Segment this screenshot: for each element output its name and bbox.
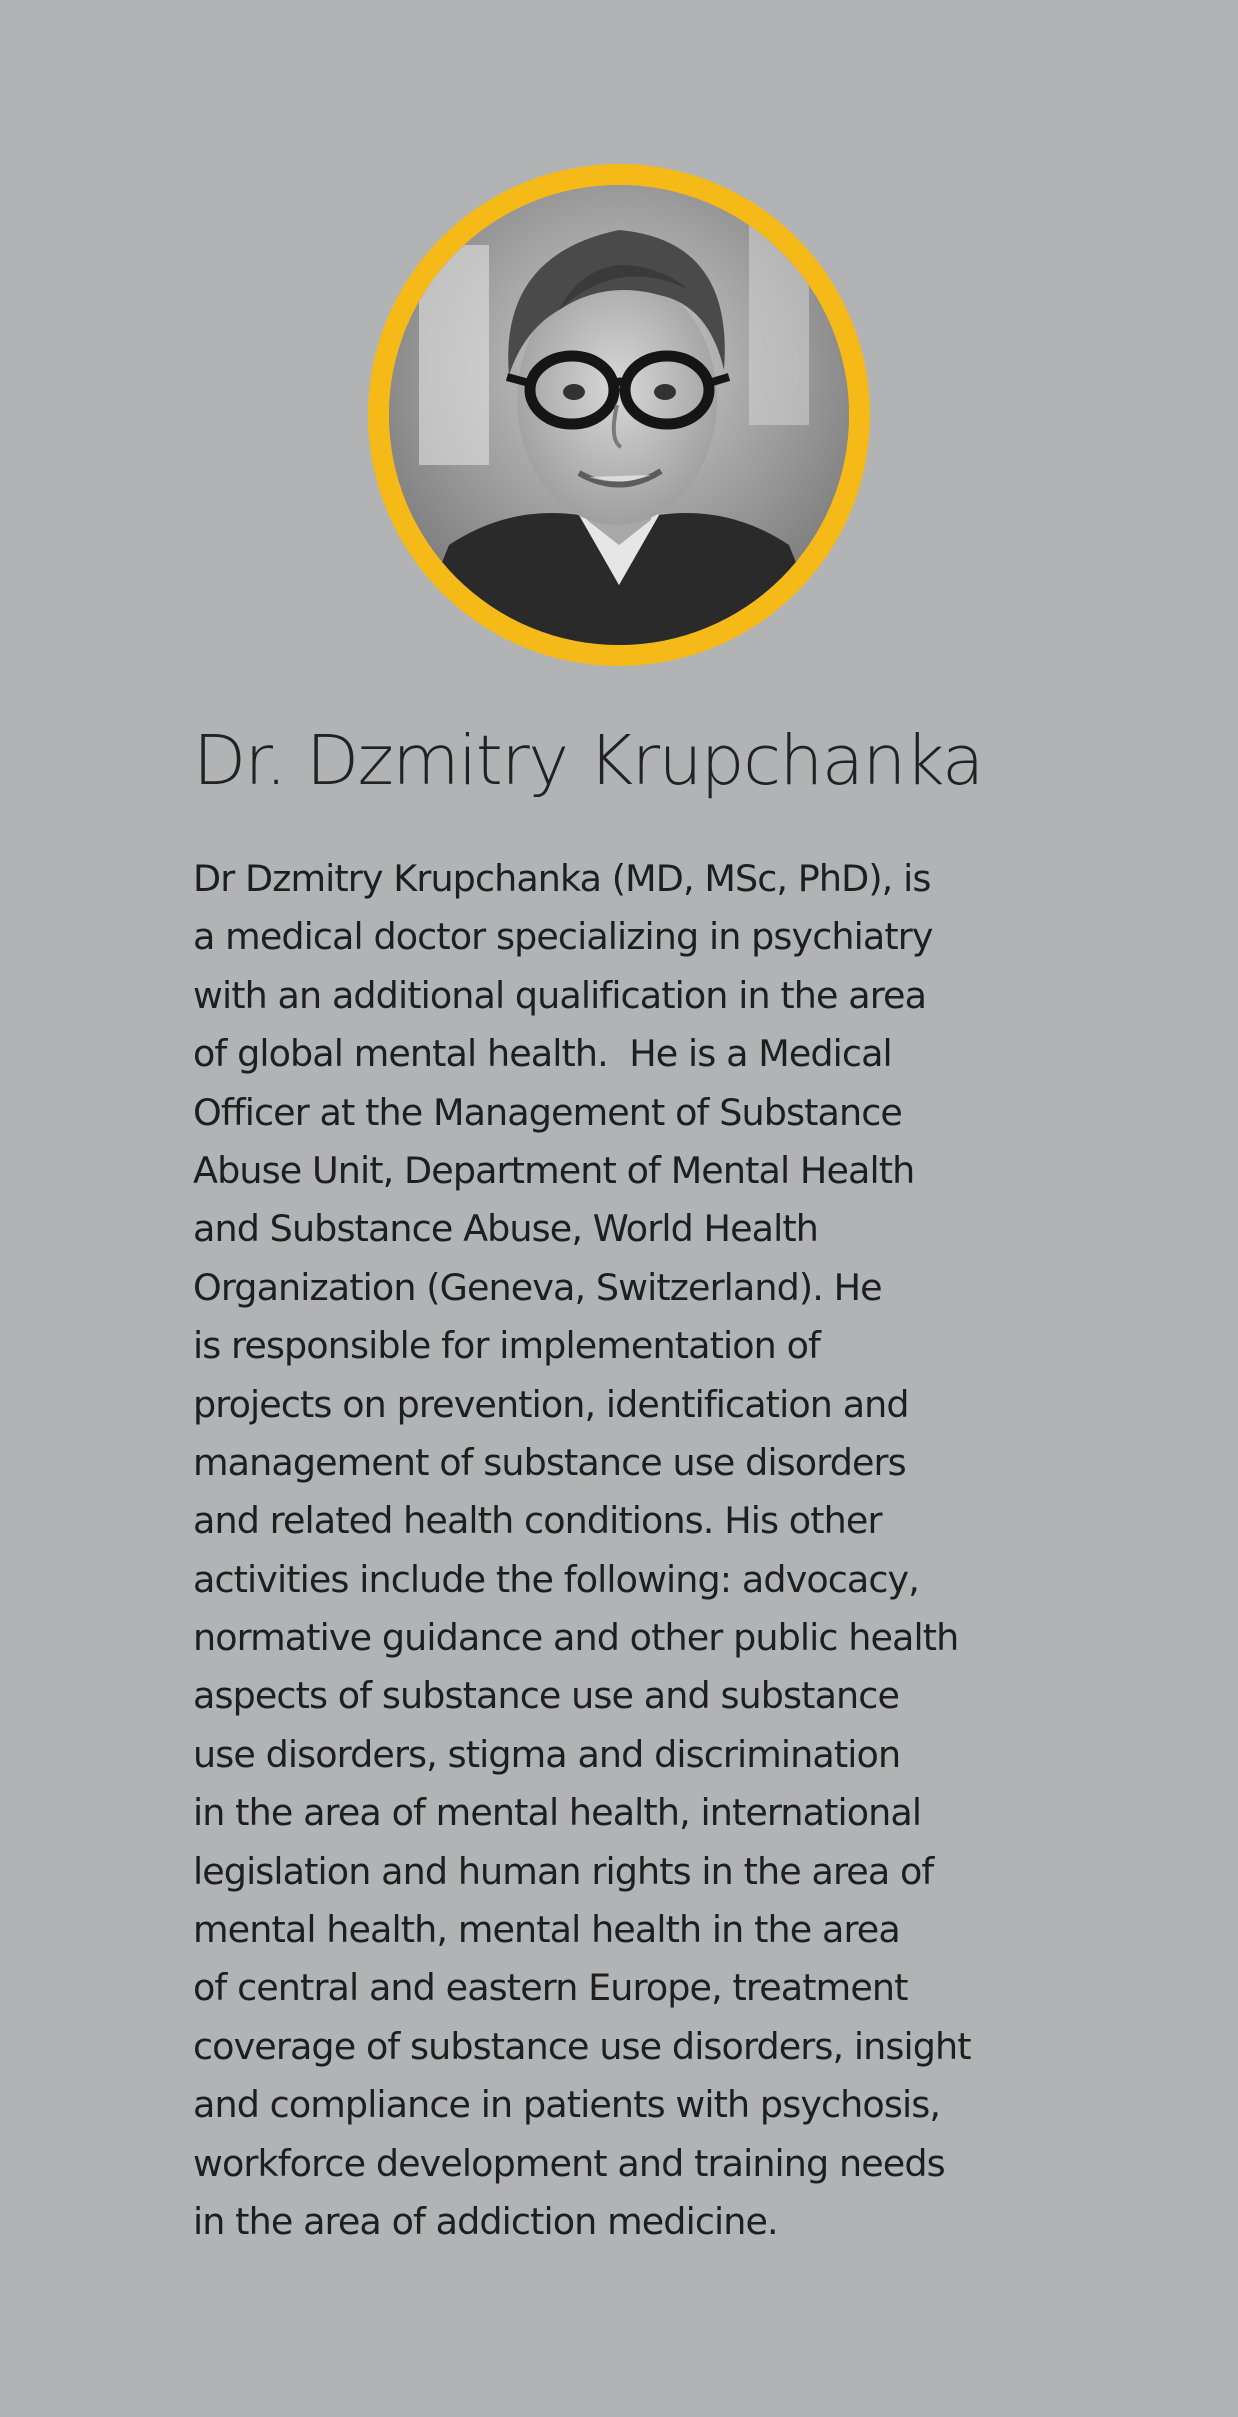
speaker-photo — [389, 185, 849, 645]
bio-line: Abuse Unit, Department of Mental Health — [193, 1148, 915, 1192]
bio-line: legislation and human rights in the area of — [193, 1849, 934, 1893]
bio-line: is responsible for implementation of — [193, 1324, 820, 1368]
bio-line: aspects of substance use and substance — [193, 1674, 900, 1718]
person-portrait-icon — [389, 185, 849, 645]
bio-line: Officer at the Management of Substance — [193, 1090, 902, 1134]
bio-line: projects on prevention, identification and — [193, 1382, 909, 1426]
bio-line: a medical doctor specializing in psychiatry — [193, 915, 933, 959]
bio-line: management of substance use disorders — [193, 1440, 906, 1484]
bio-line: and compliance in patients with psychosis, — [193, 2083, 941, 2127]
bio-line: Organization (Geneva, Switzerland). He — [193, 1265, 882, 1309]
bio-line: coverage of substance use disorders, insight — [193, 2024, 971, 2068]
bio-line: workforce development and training needs — [193, 2141, 945, 2185]
bio-line: of central and eastern Europe, treatment — [193, 1966, 908, 2010]
bio-line: of global mental health. He is a Medical — [193, 1032, 892, 1076]
speaker-bio — [193, 850, 1053, 2251]
bio-line: with an additional qualification in the area — [193, 973, 927, 1017]
bio-line: in the area of mental health, international — [193, 1791, 922, 1835]
bio-line: and related health conditions. His other — [193, 1499, 882, 1543]
bio-line: in the area of addiction medicine. — [193, 2199, 778, 2243]
bio-line: Dr Dzmitry Krupchanka (MD, MSc, PhD), is — [193, 857, 931, 900]
bio-line: mental health, mental health in the area — [193, 1908, 900, 1952]
bio-line: use disorders, stigma and discrimination — [193, 1732, 901, 1776]
bio-line: activities include the following: advocacy, — [193, 1557, 919, 1601]
bio-line: and Substance Abuse, World Health — [193, 1207, 819, 1251]
bio-line: normative guidance and other public health — [193, 1616, 959, 1660]
speaker-name: Dr. Dzmitry Krupchanka — [193, 721, 983, 801]
portrait-ring — [368, 164, 870, 666]
